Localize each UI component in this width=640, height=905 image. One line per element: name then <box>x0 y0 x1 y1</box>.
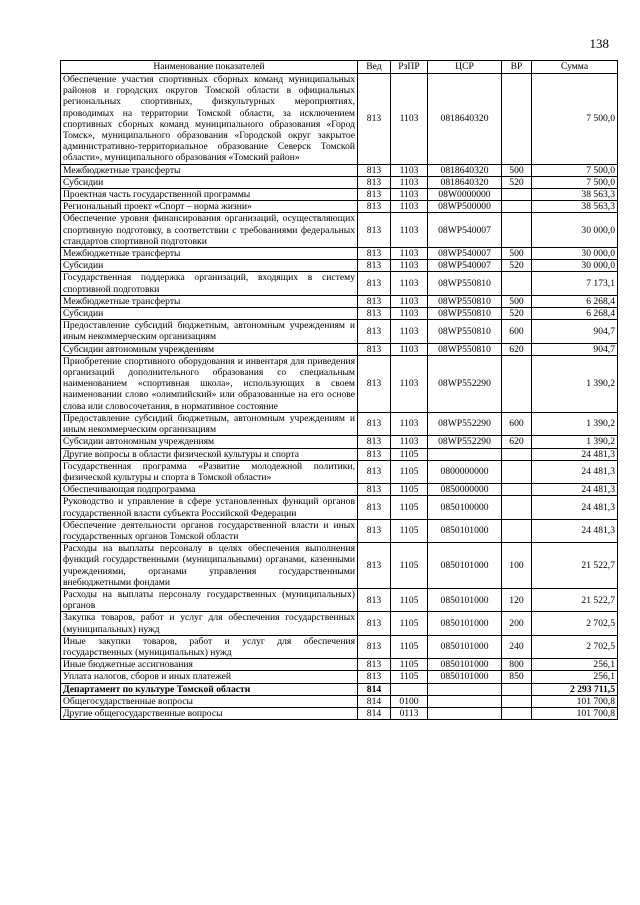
cell-sum: 1 390,2 <box>532 412 618 435</box>
cell-vr <box>502 355 532 412</box>
cell-sum: 21 522,7 <box>532 543 618 589</box>
cell-sum: 2 702,5 <box>532 612 618 635</box>
header-rzpr: РзПР <box>391 61 428 74</box>
cell-sum: 904,7 <box>532 343 618 355</box>
cell-vr: 800 <box>502 659 532 671</box>
cell-csr: 0850101000 <box>428 543 502 589</box>
cell-rzpr: 1103 <box>391 308 428 320</box>
cell-vr <box>502 484 532 496</box>
cell-rzpr: 1103 <box>391 320 428 343</box>
cell-vr: 500 <box>502 248 532 260</box>
cell-name: Субсидии <box>61 260 358 272</box>
cell-csr: 08WP550810 <box>428 320 502 343</box>
cell-csr: 0850101000 <box>428 588 502 611</box>
table-row <box>61 635 618 658</box>
cell-ved: 813 <box>358 519 391 542</box>
cell-rzpr: 1103 <box>391 248 428 260</box>
cell-rzpr: 1103 <box>391 412 428 435</box>
cell-sum: 30 000,0 <box>532 260 618 272</box>
cell-name: Межбюджетные трансферты <box>61 248 358 260</box>
cell-ved: 813 <box>358 295 391 307</box>
cell-csr: 08WP550810 <box>428 343 502 355</box>
cell-ved: 813 <box>358 543 391 589</box>
cell-name: Закупка товаров, работ и услуг для обеспечения государственных (муниципальных) нужд <box>61 612 358 635</box>
cell-ved: 813 <box>358 448 391 460</box>
table-row <box>61 484 618 496</box>
cell-csr: 0850101000 <box>428 519 502 542</box>
table-row <box>61 74 618 165</box>
cell-vr <box>502 496 532 519</box>
cell-csr: 08WP500000 <box>428 201 502 213</box>
cell-sum: 1 390,2 <box>532 355 618 412</box>
cell-vr <box>502 213 532 248</box>
table-row <box>61 707 618 719</box>
cell-ved: 813 <box>358 635 391 658</box>
cell-sum: 101 700,8 <box>532 695 618 707</box>
cell-sum: 1 390,2 <box>532 436 618 448</box>
cell-csr: 0818640320 <box>428 164 502 176</box>
cell-csr: 08WP550810 <box>428 295 502 307</box>
cell-sum: 7 500,0 <box>532 176 618 188</box>
cell-rzpr: 1105 <box>391 484 428 496</box>
cell-name: Субсидии автономным учреждениям <box>61 436 358 448</box>
cell-vr <box>502 683 532 695</box>
cell-csr: 0850101000 <box>428 612 502 635</box>
header-ved: Вед <box>358 61 391 74</box>
cell-ved: 813 <box>358 588 391 611</box>
cell-ved: 813 <box>358 460 391 483</box>
cell-csr: 08WP552290 <box>428 412 502 435</box>
cell-rzpr: 1103 <box>391 272 428 295</box>
cell-csr: 0850101000 <box>428 659 502 671</box>
cell-ved: 813 <box>358 436 391 448</box>
cell-vr: 500 <box>502 295 532 307</box>
cell-csr: 08WP540007 <box>428 213 502 248</box>
cell-name: Субсидии автономным учреждениям <box>61 343 358 355</box>
cell-name: Субсидии <box>61 308 358 320</box>
cell-sum: 30 000,0 <box>532 248 618 260</box>
cell-vr <box>502 448 532 460</box>
cell-rzpr: 0100 <box>391 695 428 707</box>
table-row <box>61 260 618 272</box>
cell-vr <box>502 695 532 707</box>
cell-csr: 0850000000 <box>428 484 502 496</box>
table-row <box>61 176 618 188</box>
cell-rzpr: 1105 <box>391 496 428 519</box>
table-row <box>61 213 618 248</box>
cell-sum: 256,1 <box>532 671 618 683</box>
cell-rzpr: 1103 <box>391 355 428 412</box>
cell-sum: 6 268,4 <box>532 295 618 307</box>
table-row <box>61 671 618 683</box>
table-row <box>61 308 618 320</box>
cell-name: Обеспечение деятельности органов государственной власти и иных государственных органов Томской области <box>61 519 358 542</box>
cell-vr: 240 <box>502 635 532 658</box>
cell-name: Обеспечение уровня финансирования организаций, осуществляющих спортивную подготовку, в соответствии с требованиями федеральных стандартов спортивной подготовки <box>61 213 358 248</box>
cell-ved: 813 <box>358 74 391 165</box>
table-row <box>61 683 618 695</box>
cell-rzpr: 1103 <box>391 213 428 248</box>
cell-name: Межбюджетные трансферты <box>61 164 358 176</box>
cell-csr <box>428 707 502 719</box>
table-row <box>61 355 618 412</box>
cell-csr: 0800000000 <box>428 460 502 483</box>
cell-csr: 08WP540007 <box>428 260 502 272</box>
cell-ved: 813 <box>358 248 391 260</box>
cell-ved: 813 <box>358 201 391 213</box>
cell-sum: 6 268,4 <box>532 308 618 320</box>
table-row <box>61 436 618 448</box>
cell-name: Руководство и управление в сфере установленных функций органов государственной власти субъекта Российской Федерации <box>61 496 358 519</box>
cell-vr: 620 <box>502 343 532 355</box>
cell-ved: 813 <box>358 612 391 635</box>
cell-csr: 0850100000 <box>428 496 502 519</box>
cell-vr <box>502 74 532 165</box>
cell-name: Другие общегосударственные вопросы <box>61 707 358 719</box>
cell-name: Обеспечение участия спортивных сборных команд муниципальных районов и городских округов Томской области в официальных региональных спортивных, физкультурных мероприятиях, проводимых на территории Томской области, за исключением спортивных сборных команд муниципального образования «Город Томск», муниципального образования «Городской округ закрытое административно-территориальное образование Северск Томской области», муниципального образования «Томский район» <box>61 74 358 165</box>
cell-sum: 256,1 <box>532 659 618 671</box>
table-row <box>61 295 618 307</box>
cell-vr <box>502 519 532 542</box>
cell-ved: 813 <box>358 176 391 188</box>
cell-sum: 21 522,7 <box>532 588 618 611</box>
cell-name: Проектная часть государственной программы <box>61 189 358 201</box>
table-row <box>61 496 618 519</box>
budget-table <box>60 60 618 720</box>
cell-ved: 813 <box>358 412 391 435</box>
cell-sum: 7 500,0 <box>532 164 618 176</box>
cell-csr: 08WP550810 <box>428 272 502 295</box>
cell-sum: 7 500,0 <box>532 74 618 165</box>
cell-name: Обеспечивающая подпрограмма <box>61 484 358 496</box>
cell-ved: 813 <box>358 671 391 683</box>
table-header-row <box>61 61 618 74</box>
header-csr: ЦСР <box>428 61 502 74</box>
header-vr: ВР <box>502 61 532 74</box>
cell-name: Региональный проект «Спорт – норма жизни» <box>61 201 358 213</box>
page-number: 138 <box>589 36 609 51</box>
cell-name: Предоставление субсидий бюджетным, автономным учреждениям и иным некоммерческим организациям <box>61 320 358 343</box>
cell-ved: 813 <box>358 355 391 412</box>
cell-rzpr: 1105 <box>391 659 428 671</box>
cell-rzpr: 1103 <box>391 436 428 448</box>
cell-vr <box>502 460 532 483</box>
cell-csr: 08WP540007 <box>428 248 502 260</box>
cell-csr <box>428 695 502 707</box>
cell-sum: 24 481,3 <box>532 448 618 460</box>
cell-name: Общегосударственные вопросы <box>61 695 358 707</box>
table-row <box>61 519 618 542</box>
cell-name: Иные бюджетные ассигнования <box>61 659 358 671</box>
cell-vr <box>502 201 532 213</box>
cell-rzpr: 1105 <box>391 588 428 611</box>
table-row <box>61 448 618 460</box>
cell-vr <box>502 189 532 201</box>
cell-name: Межбюджетные трансферты <box>61 295 358 307</box>
cell-rzpr: 1103 <box>391 74 428 165</box>
cell-ved: 813 <box>358 484 391 496</box>
cell-rzpr: 1103 <box>391 260 428 272</box>
table-row <box>61 695 618 707</box>
cell-vr: 100 <box>502 543 532 589</box>
cell-rzpr: 1105 <box>391 460 428 483</box>
cell-vr <box>502 272 532 295</box>
cell-rzpr: 1105 <box>391 671 428 683</box>
table-row <box>61 201 618 213</box>
cell-sum: 904,7 <box>532 320 618 343</box>
cell-rzpr: 1105 <box>391 543 428 589</box>
cell-csr <box>428 448 502 460</box>
cell-name: Государственная программа «Развитие молодежной политики, физической культуры и спорта в Томской области» <box>61 460 358 483</box>
cell-rzpr: 1103 <box>391 343 428 355</box>
cell-ved: 814 <box>358 695 391 707</box>
cell-ved: 813 <box>358 189 391 201</box>
cell-rzpr: 1103 <box>391 201 428 213</box>
cell-sum: 2 293 711,5 <box>532 683 618 695</box>
cell-csr: 0818640320 <box>428 74 502 165</box>
cell-name: Иные закупки товаров, работ и услуг для обеспечения государственных (муниципальных) нужд <box>61 635 358 658</box>
cell-vr <box>502 707 532 719</box>
cell-sum: 101 700,8 <box>532 707 618 719</box>
cell-csr: 08W0000000 <box>428 189 502 201</box>
cell-name: Расходы на выплаты персоналу в целях обеспечения выполнения функций государственными (муниципальными) органами, казенными учреждениями, органами управления государственными внебюджетными фондами <box>61 543 358 589</box>
cell-ved: 813 <box>358 260 391 272</box>
cell-name: Другие вопросы в области физической культуры и спорта <box>61 448 358 460</box>
cell-vr: 600 <box>502 320 532 343</box>
cell-rzpr: 1103 <box>391 189 428 201</box>
cell-ved: 813 <box>358 343 391 355</box>
header-sum: Сумма <box>532 61 618 74</box>
table-row <box>61 543 618 589</box>
cell-vr: 200 <box>502 612 532 635</box>
cell-sum: 24 481,3 <box>532 484 618 496</box>
cell-ved: 813 <box>358 213 391 248</box>
cell-ved: 813 <box>358 659 391 671</box>
cell-name: Уплата налогов, сборов и иных платежей <box>61 671 358 683</box>
cell-name: Государственная поддержка организаций, входящих в систему спортивной подготовки <box>61 272 358 295</box>
table-row <box>61 612 618 635</box>
cell-sum: 7 173,1 <box>532 272 618 295</box>
cell-sum: 24 481,3 <box>532 519 618 542</box>
table-row <box>61 272 618 295</box>
cell-rzpr <box>391 683 428 695</box>
cell-vr: 620 <box>502 436 532 448</box>
cell-name: Предоставление субсидий бюджетным, автономным учреждениям и иным некоммерческим организациям <box>61 412 358 435</box>
cell-csr: 0850101000 <box>428 671 502 683</box>
cell-sum: 24 481,3 <box>532 496 618 519</box>
cell-rzpr: 1103 <box>391 295 428 307</box>
cell-csr: 08WP552290 <box>428 436 502 448</box>
table-row <box>61 164 618 176</box>
cell-name: Приобретение спортивного оборудования и инвентаря для приведения организаций дополнительного образования со специальным наименованием «спортивная школа», использующих в своем наименовании слово «олимпийский» или образованные на его основе слова или словосочетания, в нормативное состояние <box>61 355 358 412</box>
cell-vr: 520 <box>502 260 532 272</box>
cell-csr <box>428 683 502 695</box>
cell-rzpr: 0113 <box>391 707 428 719</box>
cell-name: Департамент по культуре Томской области <box>61 683 358 695</box>
cell-vr: 500 <box>502 164 532 176</box>
cell-rzpr: 1105 <box>391 635 428 658</box>
cell-ved: 813 <box>358 272 391 295</box>
table-row <box>61 588 618 611</box>
cell-rzpr: 1105 <box>391 612 428 635</box>
cell-sum: 38 563,3 <box>532 201 618 213</box>
cell-ved: 813 <box>358 164 391 176</box>
cell-name: Субсидии <box>61 176 358 188</box>
cell-ved: 813 <box>358 308 391 320</box>
cell-ved: 814 <box>358 707 391 719</box>
cell-vr: 850 <box>502 671 532 683</box>
cell-vr: 520 <box>502 176 532 188</box>
cell-csr: 0818640320 <box>428 176 502 188</box>
cell-vr: 120 <box>502 588 532 611</box>
table-row <box>61 343 618 355</box>
table-row <box>61 460 618 483</box>
table-row <box>61 189 618 201</box>
cell-csr: 08WP550810 <box>428 308 502 320</box>
cell-sum: 38 563,3 <box>532 189 618 201</box>
cell-ved: 813 <box>358 496 391 519</box>
cell-rzpr: 1103 <box>391 164 428 176</box>
table-row <box>61 320 618 343</box>
cell-sum: 24 481,3 <box>532 460 618 483</box>
table-row <box>61 659 618 671</box>
cell-ved: 813 <box>358 320 391 343</box>
table-row <box>61 412 618 435</box>
header-name: Наименование показателей <box>61 61 358 74</box>
cell-ved: 814 <box>358 683 391 695</box>
cell-csr: 08WP552290 <box>428 355 502 412</box>
cell-rzpr: 1105 <box>391 519 428 542</box>
cell-csr: 0850101000 <box>428 635 502 658</box>
table-row <box>61 248 618 260</box>
cell-vr: 600 <box>502 412 532 435</box>
cell-name: Расходы на выплаты персоналу государственных (муниципальных) органов <box>61 588 358 611</box>
cell-sum: 30 000,0 <box>532 213 618 248</box>
cell-rzpr: 1105 <box>391 448 428 460</box>
cell-vr: 520 <box>502 308 532 320</box>
cell-sum: 2 702,5 <box>532 635 618 658</box>
cell-rzpr: 1103 <box>391 176 428 188</box>
